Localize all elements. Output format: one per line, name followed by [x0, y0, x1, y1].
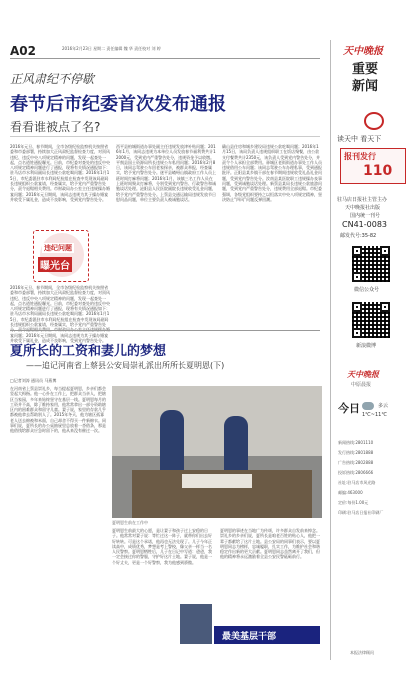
article-body-col1b: 2016年元旦、春节期间，全市各级纪检监察机关按照省委和市委部署，持续加大正风肃纪监督检查力度，对顶风违纪、违反中央八项规定精神的问题，发现一起查处一起，点名道姓通报曝光。日前，市纪委对查处的违反中央八项规定精神问题进行了通报，现将有关情况通报如下：驻马店市水利局副局长违规公款吃喝问题；2016年1月15日，市纪委派驻市水利局纪检组在检查中发现该局副局长违规组织公款宴请，经查属实，给予党内严重警告处 宴问题；2016年元旦期间，该同志违规为其子操办婚宴并收受下属礼金，造成不良影响，受到党内警告处分。 — [10, 285, 110, 343]
page-meta: 2016年2月23日 星期二 责任编辑 魏 华 责任校对 刘 婷 — [62, 46, 161, 51]
logo-text: 天中晚报 — [347, 370, 379, 379]
cn-code: CN41-0083 — [342, 220, 387, 229]
badge-line1: 违纪问题 — [44, 244, 72, 252]
sidebar-rule — [330, 40, 331, 660]
contact-line: 社址:驻马店市风光路 — [338, 480, 376, 485]
weibo-qr-code[interactable] — [352, 302, 390, 338]
footer-note: 本报法律顾问 — [350, 650, 374, 655]
contact-line: 发行热线:2801888 — [338, 450, 374, 455]
page-number: A02 — [10, 44, 36, 58]
feature-subhead: ——追记河南省上蔡县公安局崇礼派出所所长夏明恩(下) — [26, 361, 225, 370]
subhead-rule — [10, 136, 320, 137]
article-body-col3: 确山县住房和城乡建设局违规公款吃喝问题；2016年1月15日，该局负责人违规组织职工在饭店聚餐，由公款支付餐费共计2350元，该负责人受到党内警告处分，并责令个人承担全部费用。驿城区老街街道办事处工作人员违规借用公车问题；该同志驾驶公车办理私事，受到通报批评。正阳县某乡镇干部在春节期间违规收受礼品礼金问题，受到党内警告处分。汝南县某医院职工违规操办丧事问题，受到诫勉谈话处理。新蔡县某局长违规公款旅游问题，受到党内严重警告处分，违规费用全部退赔。市纪委强调，各级党组织要持之以恒落实中央八项规定精神，坚决防止“四风”问题反弹回潮。 — [222, 144, 322, 202]
feature-body-col2: 夏明恩生前最大的心愿，是让妻子和孩子过上安稳的日子。他常常对妻子说：等忙过这一阵子，就带你们出去好好转转。可是这个承诺，他再也无法兑现了。儿子今年正读高中，成绩优秀，梦想是考上警校，像父亲一样当一名人民警察。夏明恩牺牲后，儿子在日记中写道：爸爸，我一定会接过你的警服，守护好这片土地。妻子说，他是一个好丈夫，更是一个好警察，我为他感到骄傲。 — [112, 528, 212, 565]
ad-box — [340, 148, 406, 184]
portrait-photo — [180, 604, 212, 644]
weather-temp: 1℃~11℃ — [362, 412, 387, 418]
feature-body-col3: 夏明恩的事迹在当地广为传颂，许多群众自发前来悼念。崇礼乡的乡亲们说，夏所长是咱老百姓的贴心人，他把一辈子都献给了这片土地。县公安局的同事们表示，要以夏明恩同志为榜样，忠诚履职，扎实工作，为维护社会和谐稳定作出新的更大贡献。夏明恩同志虽然离开了我们，但他的精神将永远激励着全县公安民警砥砺前行。 — [220, 528, 320, 560]
feature-byline: □记者刘涛 通讯员 马燕博 — [10, 378, 57, 383]
feature-headline: 夏所长的工资和妻儿的梦想 — [10, 344, 167, 359]
cn-label: 国内统一刊号 — [350, 213, 381, 219]
photo-wall — [112, 386, 322, 456]
article-kicker: 正风肃纪不停歇 — [10, 72, 95, 86]
weather-word: 多云 — [378, 403, 389, 409]
article-subhead: 看看谁被点了名? — [10, 120, 101, 134]
sidebar-logo — [345, 368, 399, 390]
article-body-col2: 西平县柏城街道办事处副主任违规发放津补贴问题；2016年1月，该同志违规为本单位人员发放春节福利费共计12000元，受到党内严重警告处分，违规资金予以收缴。平舆县国土资源局所长违规公车私用问题；2016年2月8日，该同志驾驶公车回老家探亲，被群众举报，经查属实，给予党内警告处分。遂平县嵖岈山镇政府工作人员上班时间打麻将问题；2016年1月，该镇三名工作人员在上班时间聚众打麻将，分别受到党内警告、行政警告和诫勉谈话处理。泌阳县人民医院副院长违规收受礼金问题，给予党内严重警告处分。上蔡县交通运输局违规发放节日慰问品问题，单位主要负责人被诫勉谈话。 — [116, 144, 216, 202]
sidebar-slogan: 读天中 看天下 — [337, 135, 382, 143]
photo-person-right — [224, 416, 248, 478]
article-headline: 春节后市纪委首次发布通报 — [10, 94, 226, 115]
contact-line: 邮编:463000 — [338, 490, 363, 495]
article-body-col1: 2016年元旦、春节期间，全市各级纪检监察机关按照省委和市委部署，持续加大正风肃纪监督检查力度，对顶风违纪、违反中央八项规定精神的问题，发现一起查处一起，点名道姓通报曝光。日前，市纪委对查处的违反中央八项规定精神问题进行了通报，现将有关情况通报如下：驻马店市水利局副局长违规公款吃喝问题；2016年1月15日，市纪委派驻市水利局纪检组在检查中发现该局副局长违规组织公款宴请，经查属实，给予党内严重警告处分，责令退赔相关费用。市财政局办公室主任违规操办婚宴问题；2016年元旦期间，该同志违规为其子操办婚宴并收受下属礼金，造成不良影响，受到党内警告处分。 — [10, 144, 110, 202]
section-label-sub: 新闻 — [352, 79, 379, 94]
header-rule — [10, 58, 320, 59]
badge-line2: 曝光台 — [38, 257, 72, 272]
slogan-icon — [364, 112, 384, 130]
post-code: 邮发代号:35-82 — [340, 233, 377, 239]
feature-body-col1: 在河南省上蔡县崇礼乡，每当提起夏明恩，乡亲们都会竖起大拇指。他一心扑在工作上，把群众当亲人，把辖区当家园，多年来始终坚守在基层一线。夏明恩每月的工资并不高，除了维持家用，他常常拿出一部分资助辖区内的困难群众和留守儿童。妻子说，家里的存款几乎都被他拿去帮助别人了。2015年冬天，他为辖区孤寡老人送去棉被和米面，自己却舍不得买一件新棉衣。同事们说，夏所长的办公桌抽屉里总放着一沓借条，那是他借钱给群众应急时留下的，他从来没有催过一次。 — [10, 386, 106, 434]
photo-papers — [182, 474, 252, 488]
photo-caption: 夏明恩生前在工作中 — [112, 520, 148, 525]
contact-line: 广告热线:2802888 — [338, 460, 374, 465]
wechat-qr-label: 微信公众号 — [354, 287, 380, 293]
weibo-qr-label: 新浪微博 — [356, 343, 377, 349]
ad-number: 110 — [363, 163, 393, 179]
quote-text: 最美基层干部 — [222, 632, 277, 642]
ad-title: 报刊发行 — [344, 152, 376, 161]
contact-line: 印刷:驻马店日报社印刷厂 — [338, 510, 384, 515]
issn-name: 天中晚报社出版 — [345, 205, 381, 211]
section-label-main: 重要 — [352, 62, 379, 77]
weather-icon — [362, 402, 374, 410]
wechat-qr-code[interactable] — [352, 246, 390, 282]
logo-subtext: 中原晨报 — [351, 382, 372, 388]
weather-day: 今日 — [338, 402, 360, 415]
issn-title: 驻马店日报社主管主办 — [337, 197, 388, 203]
exposure-badge — [33, 230, 89, 282]
contact-line: 投诉热线:2806666 — [338, 470, 374, 475]
contact-line: 定价:每份1.00元 — [338, 500, 369, 505]
section-divider — [10, 330, 320, 331]
brand-masthead: 天中晚报 — [343, 46, 383, 57]
feature-photo — [112, 386, 322, 518]
contact-line: 新闻热线:2801110 — [338, 440, 374, 445]
